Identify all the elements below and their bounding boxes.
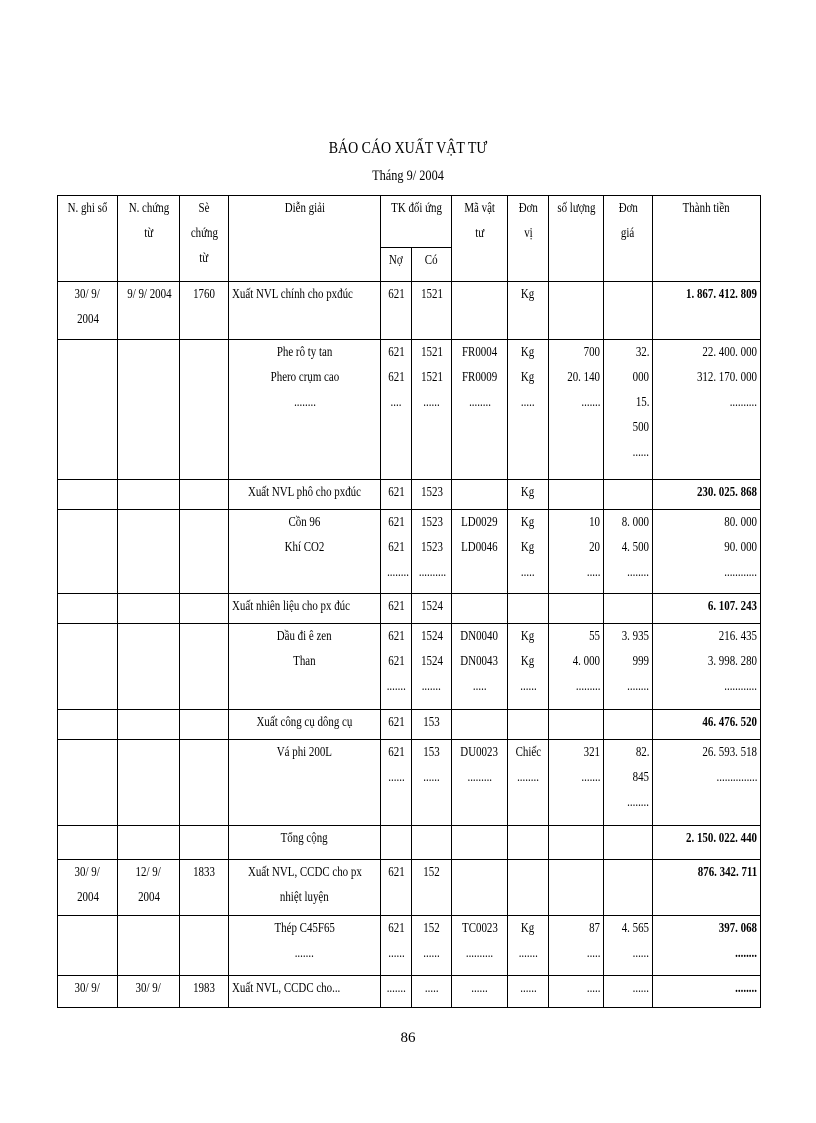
report-title: BÁO CÁO XUẤT VẬT TƯ <box>328 138 488 157</box>
cell-ngay-ghi-so <box>58 480 118 510</box>
cell-so-luong: 321 ....... <box>549 740 604 826</box>
cell-don-gia <box>604 710 653 740</box>
cell-thanh-tien: 6. 107. 243 <box>653 594 761 624</box>
cell-ngay-chung-tu <box>118 740 180 826</box>
cell-so-chung-tu: 1760 <box>180 282 229 340</box>
header-don-vi: Đơn vị <box>508 196 549 282</box>
cell-don-vi: Kg Kg ...... <box>508 624 549 710</box>
table-row <box>58 594 761 624</box>
cell-tk-co: 1521 1521 ...... <box>412 340 452 480</box>
cell-ma-vat-tu: FR0004 FR0009 ........ <box>452 340 508 480</box>
cell-tk-no <box>381 826 412 860</box>
cell-so-luong <box>549 282 604 340</box>
cell-don-vi: Kg Kg ..... <box>508 510 549 594</box>
table-row <box>58 860 761 916</box>
cell-tk-co: 1524 <box>412 594 452 624</box>
cell-don-gia <box>604 594 653 624</box>
header-thanh-tien: Thành tiền <box>653 196 761 282</box>
cell-ngay-ghi-so: 30/ 9/ <box>58 976 118 1008</box>
cell-don-gia <box>604 860 653 916</box>
cell-so-chung-tu: 1983 <box>180 976 229 1008</box>
cell-don-vi: Kg <box>508 480 549 510</box>
cell-so-luong: 10 20 ..... <box>549 510 604 594</box>
cell-ma-vat-tu: DN0040 DN0043 ..... <box>452 624 508 710</box>
cell-don-vi <box>508 860 549 916</box>
cell-so-chung-tu <box>180 340 229 480</box>
cell-don-vi <box>508 826 549 860</box>
cell-ngay-ghi-so <box>58 624 118 710</box>
cell-ngay-ghi-so <box>58 740 118 826</box>
table-row <box>58 710 761 740</box>
cell-tk-co: ..... <box>412 976 452 1008</box>
cell-ngay-chung-tu: 12/ 9/ 2004 <box>118 860 180 916</box>
cell-so-chung-tu <box>180 480 229 510</box>
cell-tk-co: 1521 <box>412 282 452 340</box>
table-row <box>58 916 761 976</box>
page-number: 86 <box>400 1030 416 1046</box>
cell-ma-vat-tu <box>452 826 508 860</box>
cell-tk-no: 621 ...... <box>381 740 412 826</box>
cell-tk-no: 621 <box>381 480 412 510</box>
cell-ngay-chung-tu <box>118 710 180 740</box>
cell-don-gia: 82. 845 ........ <box>604 740 653 826</box>
cell-so-luong: ..... <box>549 976 604 1008</box>
cell-so-luong <box>549 860 604 916</box>
cell-ngay-ghi-so <box>58 340 118 480</box>
cell-don-vi: Kg <box>508 282 549 340</box>
cell-ma-vat-tu <box>452 860 508 916</box>
cell-ma-vat-tu: ...... <box>452 976 508 1008</box>
cell-dien-giai: Xuất NVL phô cho pxđúc <box>229 480 381 510</box>
cell-tk-no: 621 <box>381 710 412 740</box>
cell-ngay-ghi-so <box>58 594 118 624</box>
cell-ngay-ghi-so <box>58 510 118 594</box>
cell-ngay-ghi-so <box>58 710 118 740</box>
cell-so-luong <box>549 826 604 860</box>
cell-ngay-chung-tu: 9/ 9/ 2004 <box>118 282 180 340</box>
cell-tk-co: 152 ...... <box>412 916 452 976</box>
cell-ma-vat-tu <box>452 710 508 740</box>
cell-so-luong <box>549 480 604 510</box>
cell-ngay-chung-tu: 30/ 9/ <box>118 976 180 1008</box>
cell-so-chung-tu <box>180 826 229 860</box>
cell-don-gia: ...... <box>604 976 653 1008</box>
cell-thanh-tien: 230. 025. 868 <box>653 480 761 510</box>
cell-ma-vat-tu: LD0029 LD0046 <box>452 510 508 594</box>
table-row <box>58 340 761 480</box>
cell-don-gia: 8. 000 4. 500 ........ <box>604 510 653 594</box>
cell-so-chung-tu <box>180 510 229 594</box>
cell-so-chung-tu <box>180 624 229 710</box>
cell-dien-giai: Cồn 96 Khí CO2 <box>229 510 381 594</box>
cell-dien-giai: Xuất NVL chính cho pxđúc <box>229 282 381 340</box>
cell-thanh-tien: 1. 867. 412. 809 <box>653 282 761 340</box>
header-no: Nợ <box>381 248 412 282</box>
cell-don-vi: Chiếc ........ <box>508 740 549 826</box>
cell-thanh-tien: 876. 342. 711 <box>653 860 761 916</box>
cell-tk-co: 1523 1523 .......... <box>412 510 452 594</box>
table-row <box>58 976 761 1008</box>
cell-dien-giai: Thép C45F65 ....... <box>229 916 381 976</box>
report-subtitle: Tháng 9/ 2004 <box>372 168 444 184</box>
cell-dien-giai: Xuất nhiên liệu cho px đúc <box>229 594 381 624</box>
cell-don-gia: 4. 565 ...... <box>604 916 653 976</box>
cell-thanh-tien: 397. 068 ........ <box>653 916 761 976</box>
cell-tk-no: 621 <box>381 860 412 916</box>
cell-dien-giai: Vá phi 200L <box>229 740 381 826</box>
cell-so-luong <box>549 594 604 624</box>
table-row <box>58 740 761 826</box>
cell-ngay-chung-tu <box>118 594 180 624</box>
table-row <box>58 510 761 594</box>
cell-tk-co <box>412 826 452 860</box>
cell-tk-co: 153 <box>412 710 452 740</box>
header-so-chung-tu: Sè chứng từ <box>180 196 229 282</box>
cell-thanh-tien: 2. 150. 022. 440 <box>653 826 761 860</box>
cell-tk-no: 621 621 ....... <box>381 624 412 710</box>
cell-so-luong: 87 ..... <box>549 916 604 976</box>
cell-so-chung-tu <box>180 594 229 624</box>
cell-tk-no: 621 <box>381 594 412 624</box>
cell-thanh-tien: 216. 435 3. 998. 280 ............ <box>653 624 761 710</box>
header-so-luong: số lượng <box>549 196 604 282</box>
cell-tk-co: 153 ...... <box>412 740 452 826</box>
cell-ngay-ghi-so <box>58 826 118 860</box>
cell-tk-co: 1523 <box>412 480 452 510</box>
cell-ngay-chung-tu <box>118 480 180 510</box>
cell-don-gia: 3. 935 999 ........ <box>604 624 653 710</box>
cell-tk-no: 621 621 ........ <box>381 510 412 594</box>
cell-thanh-tien: 46. 476. 520 <box>653 710 761 740</box>
cell-ngay-chung-tu <box>118 510 180 594</box>
cell-ma-vat-tu <box>452 594 508 624</box>
cell-tk-no: 621 ...... <box>381 916 412 976</box>
cell-thanh-tien: 26. 593. 518 ............... <box>653 740 761 826</box>
header-dien-giai: Diễn giải <box>229 196 381 282</box>
cell-ngay-ghi-so: 30/ 9/ 2004 <box>58 282 118 340</box>
cell-don-gia <box>604 826 653 860</box>
cell-don-vi <box>508 594 549 624</box>
cell-dien-giai: Xuất NVL, CCDC cho px nhiệt luyện <box>229 860 381 916</box>
cell-don-gia <box>604 282 653 340</box>
cell-thanh-tien: 80. 000 90. 000 ............ <box>653 510 761 594</box>
cell-so-luong: 55 4. 000 ......... <box>549 624 604 710</box>
report-table <box>57 195 761 1008</box>
cell-so-chung-tu: 1833 <box>180 860 229 916</box>
cell-tk-co: 1524 1524 ....... <box>412 624 452 710</box>
cell-ma-vat-tu <box>452 480 508 510</box>
cell-don-vi: ...... <box>508 976 549 1008</box>
cell-don-gia <box>604 480 653 510</box>
cell-tk-co: 152 <box>412 860 452 916</box>
cell-thanh-tien: 22. 400. 000 312. 170. 000 .......... <box>653 340 761 480</box>
cell-ngay-chung-tu <box>118 826 180 860</box>
header-co: Có <box>412 248 452 282</box>
cell-ngay-ghi-so <box>58 916 118 976</box>
cell-ma-vat-tu: DU0023 ......... <box>452 740 508 826</box>
table-row <box>58 282 761 340</box>
cell-so-chung-tu <box>180 916 229 976</box>
cell-don-vi: Kg Kg ..... <box>508 340 549 480</box>
header-row <box>58 196 761 248</box>
cell-don-vi <box>508 710 549 740</box>
cell-ngay-chung-tu <box>118 624 180 710</box>
cell-ngay-ghi-so: 30/ 9/ 2004 <box>58 860 118 916</box>
cell-don-gia: 32. 000 15. 500 ...... <box>604 340 653 480</box>
cell-tk-no: 621 621 .... <box>381 340 412 480</box>
cell-so-luong: 700 20. 140 ....... <box>549 340 604 480</box>
cell-ma-vat-tu: TC0023 .......... <box>452 916 508 976</box>
cell-ma-vat-tu <box>452 282 508 340</box>
cell-dien-giai: Phe rô ty tan Phero crụm cao ........ <box>229 340 381 480</box>
header-ma-vat-tu: Mã vật tư <box>452 196 508 282</box>
table-row <box>58 480 761 510</box>
cell-so-chung-tu <box>180 710 229 740</box>
cell-dien-giai: Xuất công cụ dông cụ <box>229 710 381 740</box>
table-row <box>58 624 761 710</box>
cell-thanh-tien: ........ <box>653 976 761 1008</box>
header-tk-doi-ung: TK đối ứng <box>381 196 452 248</box>
header-don-gia: Đơn giá <box>604 196 653 282</box>
cell-ngay-chung-tu <box>118 340 180 480</box>
cell-don-vi: Kg ....... <box>508 916 549 976</box>
header-ngay-chung-tu: N. chứng từ <box>118 196 180 282</box>
header-ngay-ghi-so: N. ghi sổ <box>58 196 118 282</box>
cell-tk-no: ....... <box>381 976 412 1008</box>
cell-dien-giai: Xuất NVL, CCDC cho... <box>229 976 381 1008</box>
cell-dien-giai: Dầu đi ê zen Than <box>229 624 381 710</box>
table-row <box>58 826 761 860</box>
cell-dien-giai: Tổng cộng <box>229 826 381 860</box>
cell-so-luong <box>549 710 604 740</box>
cell-so-chung-tu <box>180 740 229 826</box>
cell-tk-no: 621 <box>381 282 412 340</box>
cell-ngay-chung-tu <box>118 916 180 976</box>
